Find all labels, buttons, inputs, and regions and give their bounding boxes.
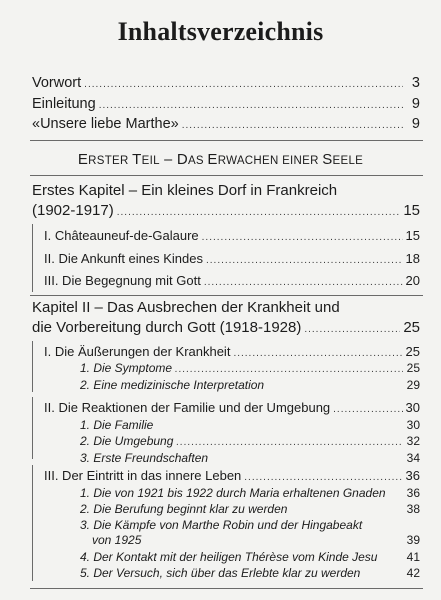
page-number: 36	[406, 486, 420, 500]
dot-leader	[84, 76, 403, 93]
toc-entry-subsection-cont[interactable]	[92, 532, 420, 550]
dot-leader	[333, 401, 402, 418]
toc-entry-label: 3. Erste Freundschaften	[80, 451, 209, 465]
page-number: 38	[406, 502, 420, 516]
section-divider	[30, 140, 423, 141]
toc-entry-label: III. Die Begegnung mit Gott	[44, 273, 201, 288]
indent-bar	[32, 465, 33, 581]
toc-entry-label: «Unsere liebe Marthe»	[32, 116, 179, 132]
toc-entry-label: 2. Die Umgebung	[80, 434, 174, 448]
dot-leader	[182, 117, 403, 134]
toc-entry-label: III. Der Eintritt in das innere Leben	[44, 468, 242, 483]
page-number: 9	[411, 96, 420, 112]
page-number: 30	[405, 400, 420, 415]
section-divider	[30, 175, 423, 176]
page-number: 34	[406, 451, 420, 465]
toc-entry-subsection[interactable]	[80, 565, 420, 583]
page-number: 25	[405, 344, 420, 359]
page-number: 25	[406, 361, 420, 375]
toc-entry-label: II. Die Reaktionen der Familie und der Umgebung	[44, 400, 331, 415]
toc-entry-unsere-liebe-marthe[interactable]	[32, 116, 420, 134]
page-number: 18	[405, 251, 420, 266]
toc-entry-label: 2. Eine medizinische Interpretation	[80, 378, 265, 392]
toc-entry-label: II. Die Ankunft eines Kindes	[44, 251, 203, 266]
page-number: 39	[406, 533, 420, 547]
toc-entry-label: 4. Der Kontakt mit der heiligen Thérèse vom Kinde Jesu	[80, 550, 378, 564]
page-number: 32	[406, 434, 420, 448]
dot-leader	[176, 434, 403, 451]
toc-entry-label: I. Châteauneuf-de-Galaure	[44, 228, 199, 243]
page-number: 29	[406, 378, 420, 392]
dot-leader	[175, 361, 403, 378]
toc-entry-section[interactable]	[44, 227, 420, 246]
section-divider	[30, 295, 423, 296]
dot-leader	[304, 321, 400, 338]
indent-bar	[32, 224, 33, 292]
page-number: 25	[403, 319, 420, 336]
page-number: 36	[405, 468, 420, 483]
dot-leader	[202, 229, 403, 246]
dot-leader	[117, 204, 401, 221]
toc-entry-vorwort[interactable]	[32, 75, 420, 93]
page-number: 15	[405, 228, 420, 243]
dot-leader	[99, 97, 403, 114]
chapter-title-cont: (1902-1917)	[32, 202, 114, 219]
toc-entry-subsection[interactable]	[80, 450, 420, 468]
chapter-title-cont: die Vorbereitung durch Gott (1918-1928)	[32, 319, 302, 336]
chapter-title[interactable]: Erstes Kapitel – Ein kleines Dorf in Frankreich	[32, 182, 338, 199]
toc-entry-subsection[interactable]	[80, 433, 420, 451]
page-number: 30	[406, 418, 420, 432]
dot-leader	[206, 252, 403, 269]
page-number: 3	[411, 75, 420, 91]
section-divider	[30, 588, 423, 589]
toc-entry-label: 1. Die Symptome	[80, 361, 173, 375]
toc-entry-subsection[interactable]	[80, 377, 420, 395]
indent-bar	[32, 397, 33, 459]
toc-entry-chapter-2[interactable]	[32, 319, 420, 338]
part-heading: ERSTER TEIL – DAS ERWACHEN EINER SEELE	[77, 151, 364, 168]
dot-leader	[244, 469, 402, 486]
toc-entry-label: Einleitung	[32, 96, 96, 112]
chapter-title[interactable]: Kapitel II – Das Ausbrechen der Krankheit und	[32, 299, 340, 316]
toc-entry-label: von 1925	[92, 533, 142, 547]
page-number: 15	[403, 202, 420, 219]
dot-leader	[204, 274, 403, 291]
toc-entry-label: 1. Die von 1921 bis 1922 durch Maria erhaltenen Gnaden	[80, 486, 386, 500]
toc-entry-label: 5. Der Versuch, sich über das Erlebte klar zu werden	[80, 566, 361, 580]
page-title: Inhaltsverzeichnis	[117, 17, 324, 46]
toc-entry-section[interactable]	[44, 272, 420, 291]
toc-entry-subsection[interactable]	[80, 360, 420, 378]
toc-entry-label: 2. Die Berufung beginnt klar zu werden	[80, 502, 288, 516]
toc-entry-section[interactable]	[44, 467, 420, 486]
toc-entry-chapter-1[interactable]	[32, 202, 420, 221]
toc-entry-label: 3. Die Kämpfe von Marthe Robin und der Hingabeakt	[80, 518, 363, 532]
toc-entry-section[interactable]	[44, 250, 420, 269]
page-number: 41	[406, 550, 420, 564]
page-number: 9	[411, 116, 420, 132]
toc-entry-label: 1. Die Familie	[80, 418, 154, 432]
indent-bar	[32, 341, 33, 392]
page-number: 20	[405, 273, 420, 288]
toc-entry-einleitung[interactable]	[32, 96, 420, 114]
page-number: 42	[406, 566, 420, 580]
toc-entry-section[interactable]	[44, 399, 420, 418]
toc-entry-label: I. Die Äußerungen der Krankheit	[44, 344, 231, 359]
toc-entry-label: Vorwort	[32, 75, 82, 91]
